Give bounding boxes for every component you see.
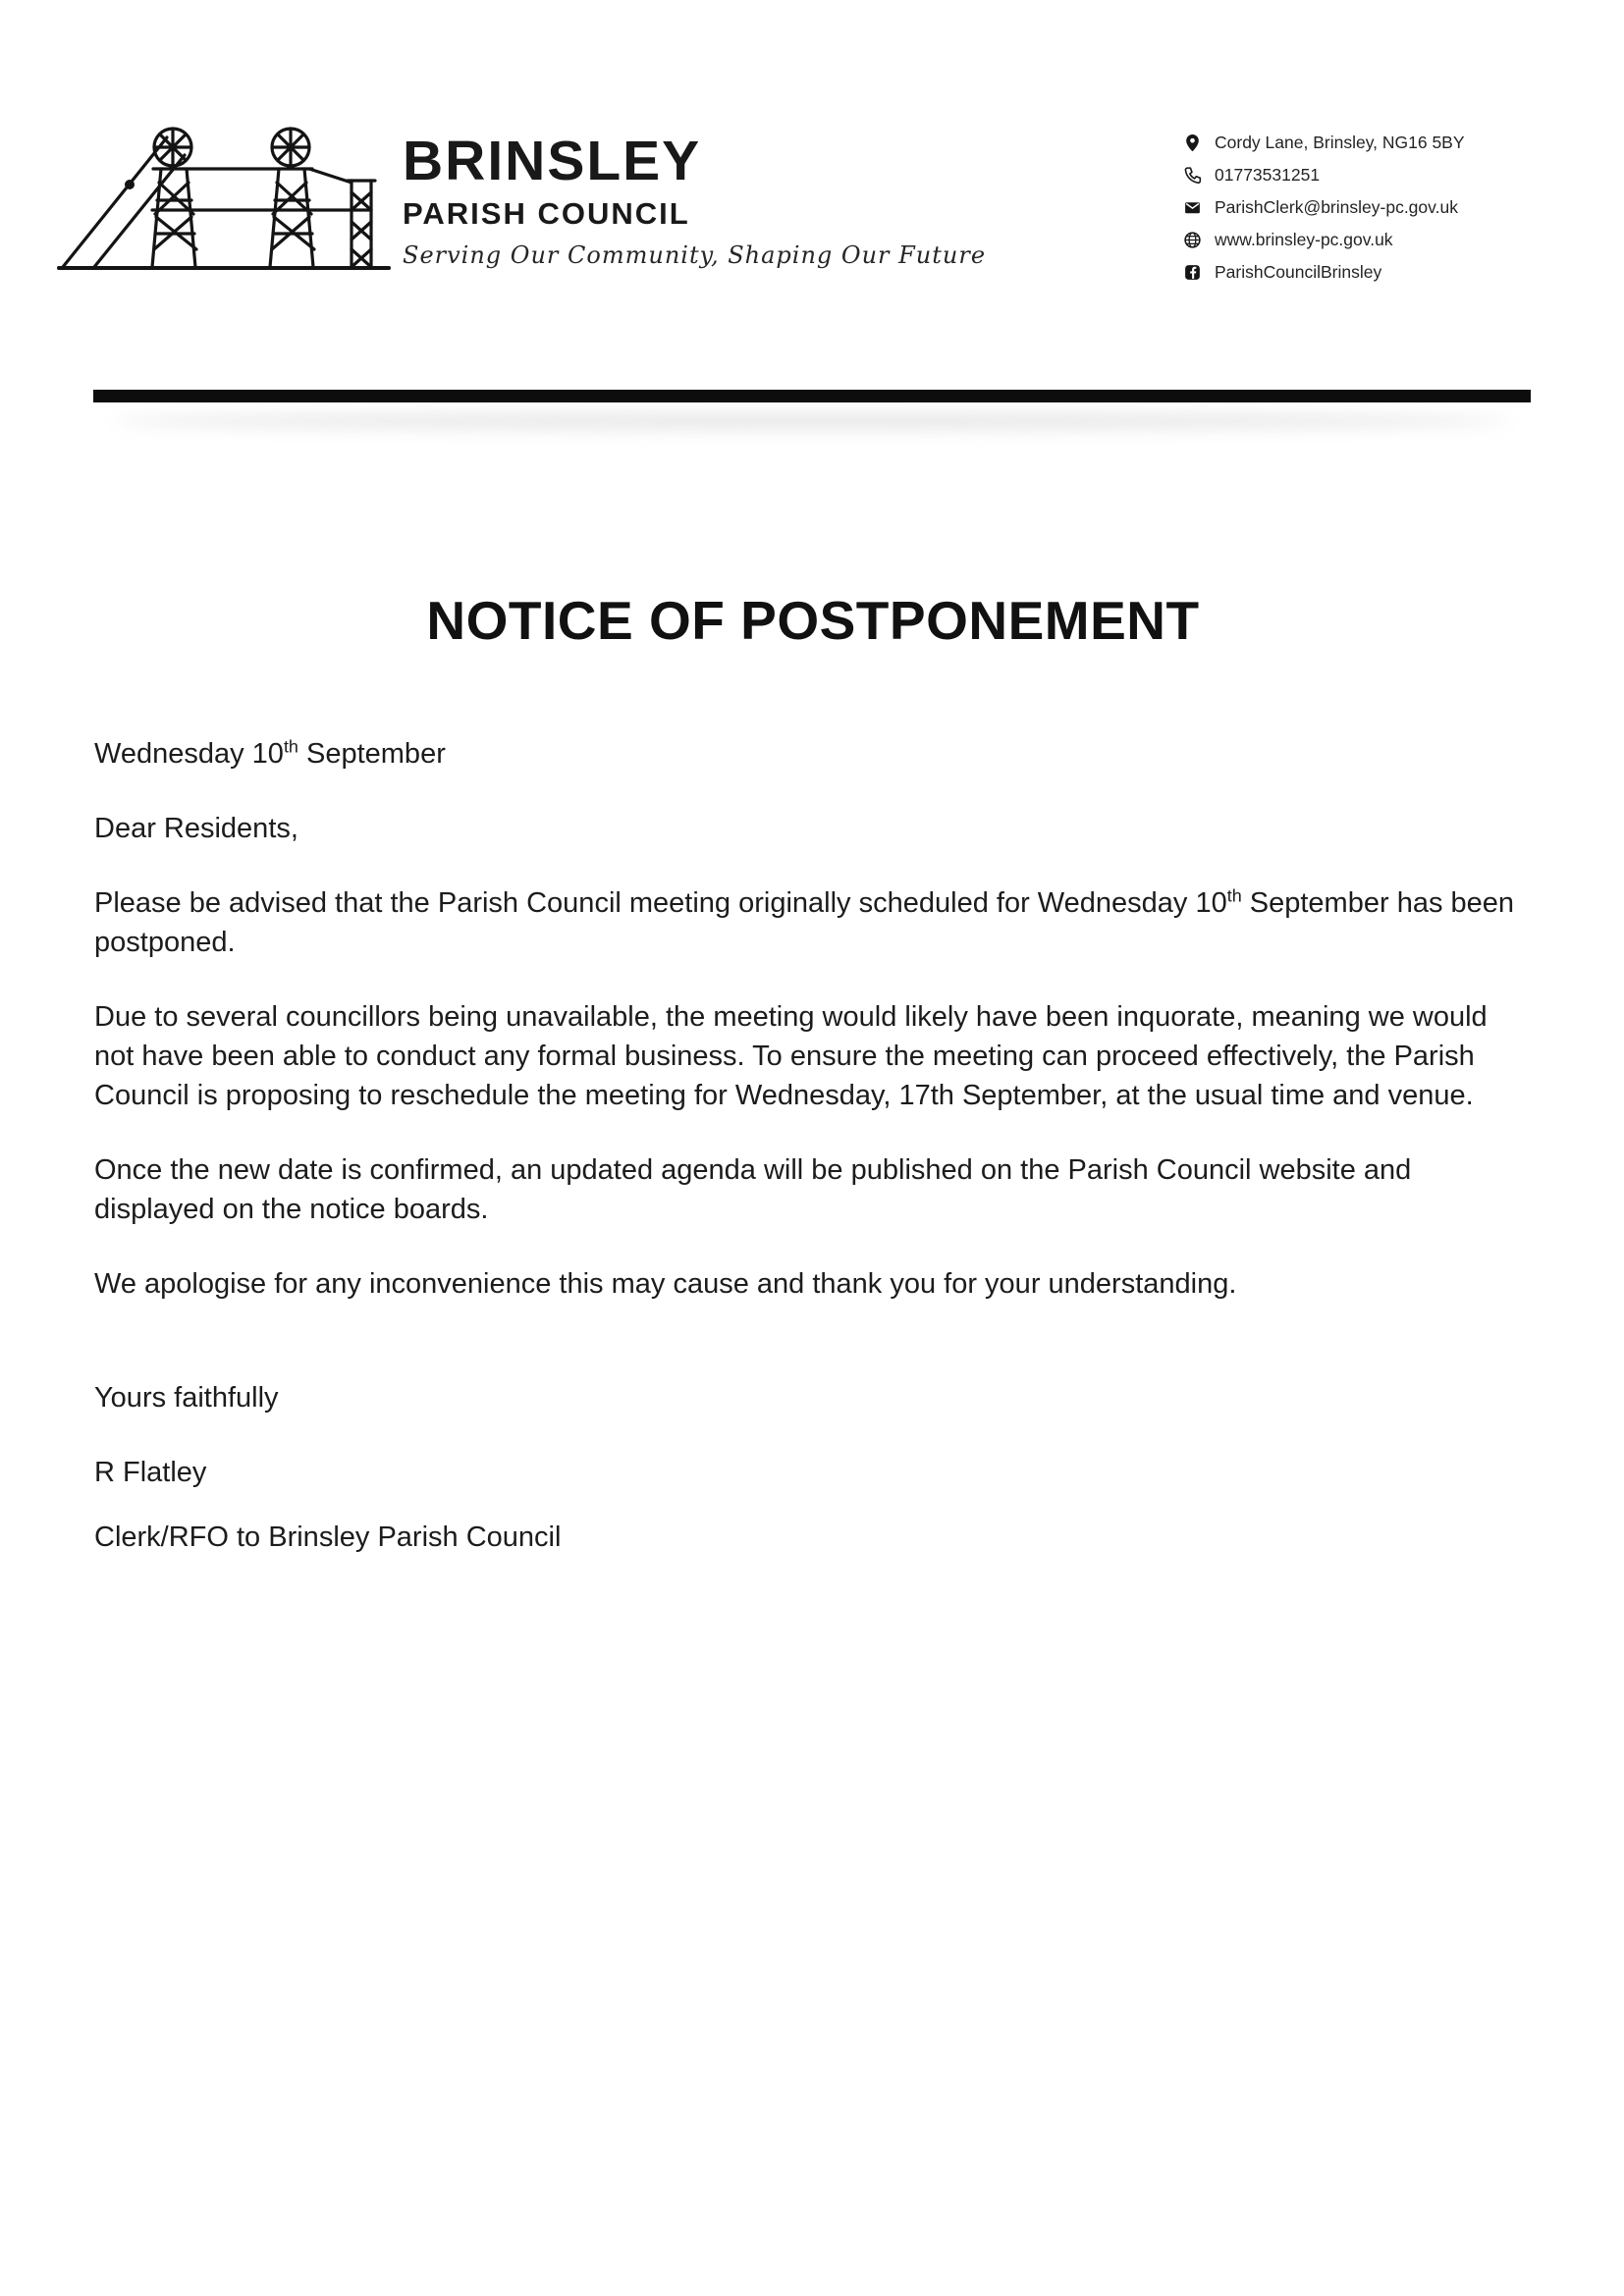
org-name: BRINSLEY — [403, 130, 702, 192]
contact-row-address — [1183, 132, 1556, 153]
letter-date — [94, 734, 1532, 774]
paragraph-agenda: Once the new date is confirmed, an updated agenda will be published on the Parish Council website and displayed on the notice boards. — [94, 1154, 1412, 1225]
letter-title: NOTICE OF POSTPONEMENT — [426, 590, 1200, 651]
ordinal-suffix: th — [283, 736, 298, 757]
letter-date-prefix: Wednesday 10 — [94, 738, 284, 770]
email-icon — [1183, 198, 1202, 217]
contact-phone: 01773531251 — [1215, 164, 1321, 185]
paragraph-reason: Due to several councillors being unavailable, the meeting would likely have been inquorate, meaning we would not have been able to conduct any formal business. To ensure the meeting can proceed effectively, the Parish Council is proposing to reschedule the meeting for Wednesday, 17th September, at the usual time and venue. — [94, 1001, 1488, 1111]
location-pin-icon — [1183, 133, 1202, 152]
headstocks-logo — [57, 124, 391, 271]
contact-facebook: ParishCouncilBrinsley — [1215, 261, 1382, 282]
closing: Yours faithfully — [94, 1382, 279, 1414]
contact-website: www.brinsley-pc.gov.uk — [1215, 229, 1393, 249]
letter-body — [94, 589, 1532, 1592]
paragraph-postponement-a: Please be advised that the Parish Council meeting originally scheduled for Wednesday 10 — [94, 887, 1227, 919]
org-subtitle: PARISH COUNCIL — [403, 196, 690, 231]
signature-role: Clerk/RFO to Brinsley Parish Council — [94, 1522, 562, 1553]
paragraph-apology: We apologise for any inconvenience this may cause and thank you for your understanding. — [94, 1268, 1237, 1300]
contact-row-website — [1183, 229, 1556, 250]
org-tagline: Serving Our Community, Shaping Our Future — [403, 241, 987, 269]
header-rule-shadow — [113, 412, 1511, 430]
facebook-icon — [1183, 263, 1202, 282]
contact-address: Cordy Lane, Brinsley, NG16 5BY — [1215, 132, 1465, 152]
globe-icon — [1183, 231, 1202, 249]
contact-email: ParishClerk@brinsley-pc.gov.uk — [1215, 196, 1458, 217]
brand-block — [403, 130, 987, 269]
letter-date-suffix: September — [298, 738, 446, 770]
header-rule — [93, 390, 1531, 402]
paragraph-postponement — [94, 883, 1532, 962]
contact-block — [1183, 132, 1556, 294]
contact-row-phone — [1183, 164, 1556, 186]
contact-row-facebook — [1183, 261, 1556, 283]
ordinal-suffix: th — [1226, 885, 1242, 906]
paragraph-postponement-b: September has been postponed. — [94, 887, 1515, 958]
contact-row-email — [1183, 196, 1556, 218]
signature-name: R Flatley — [94, 1457, 207, 1488]
headstocks-logo-drawing — [57, 124, 391, 271]
salutation: Dear Residents, — [94, 813, 298, 844]
phone-icon — [1183, 166, 1202, 185]
